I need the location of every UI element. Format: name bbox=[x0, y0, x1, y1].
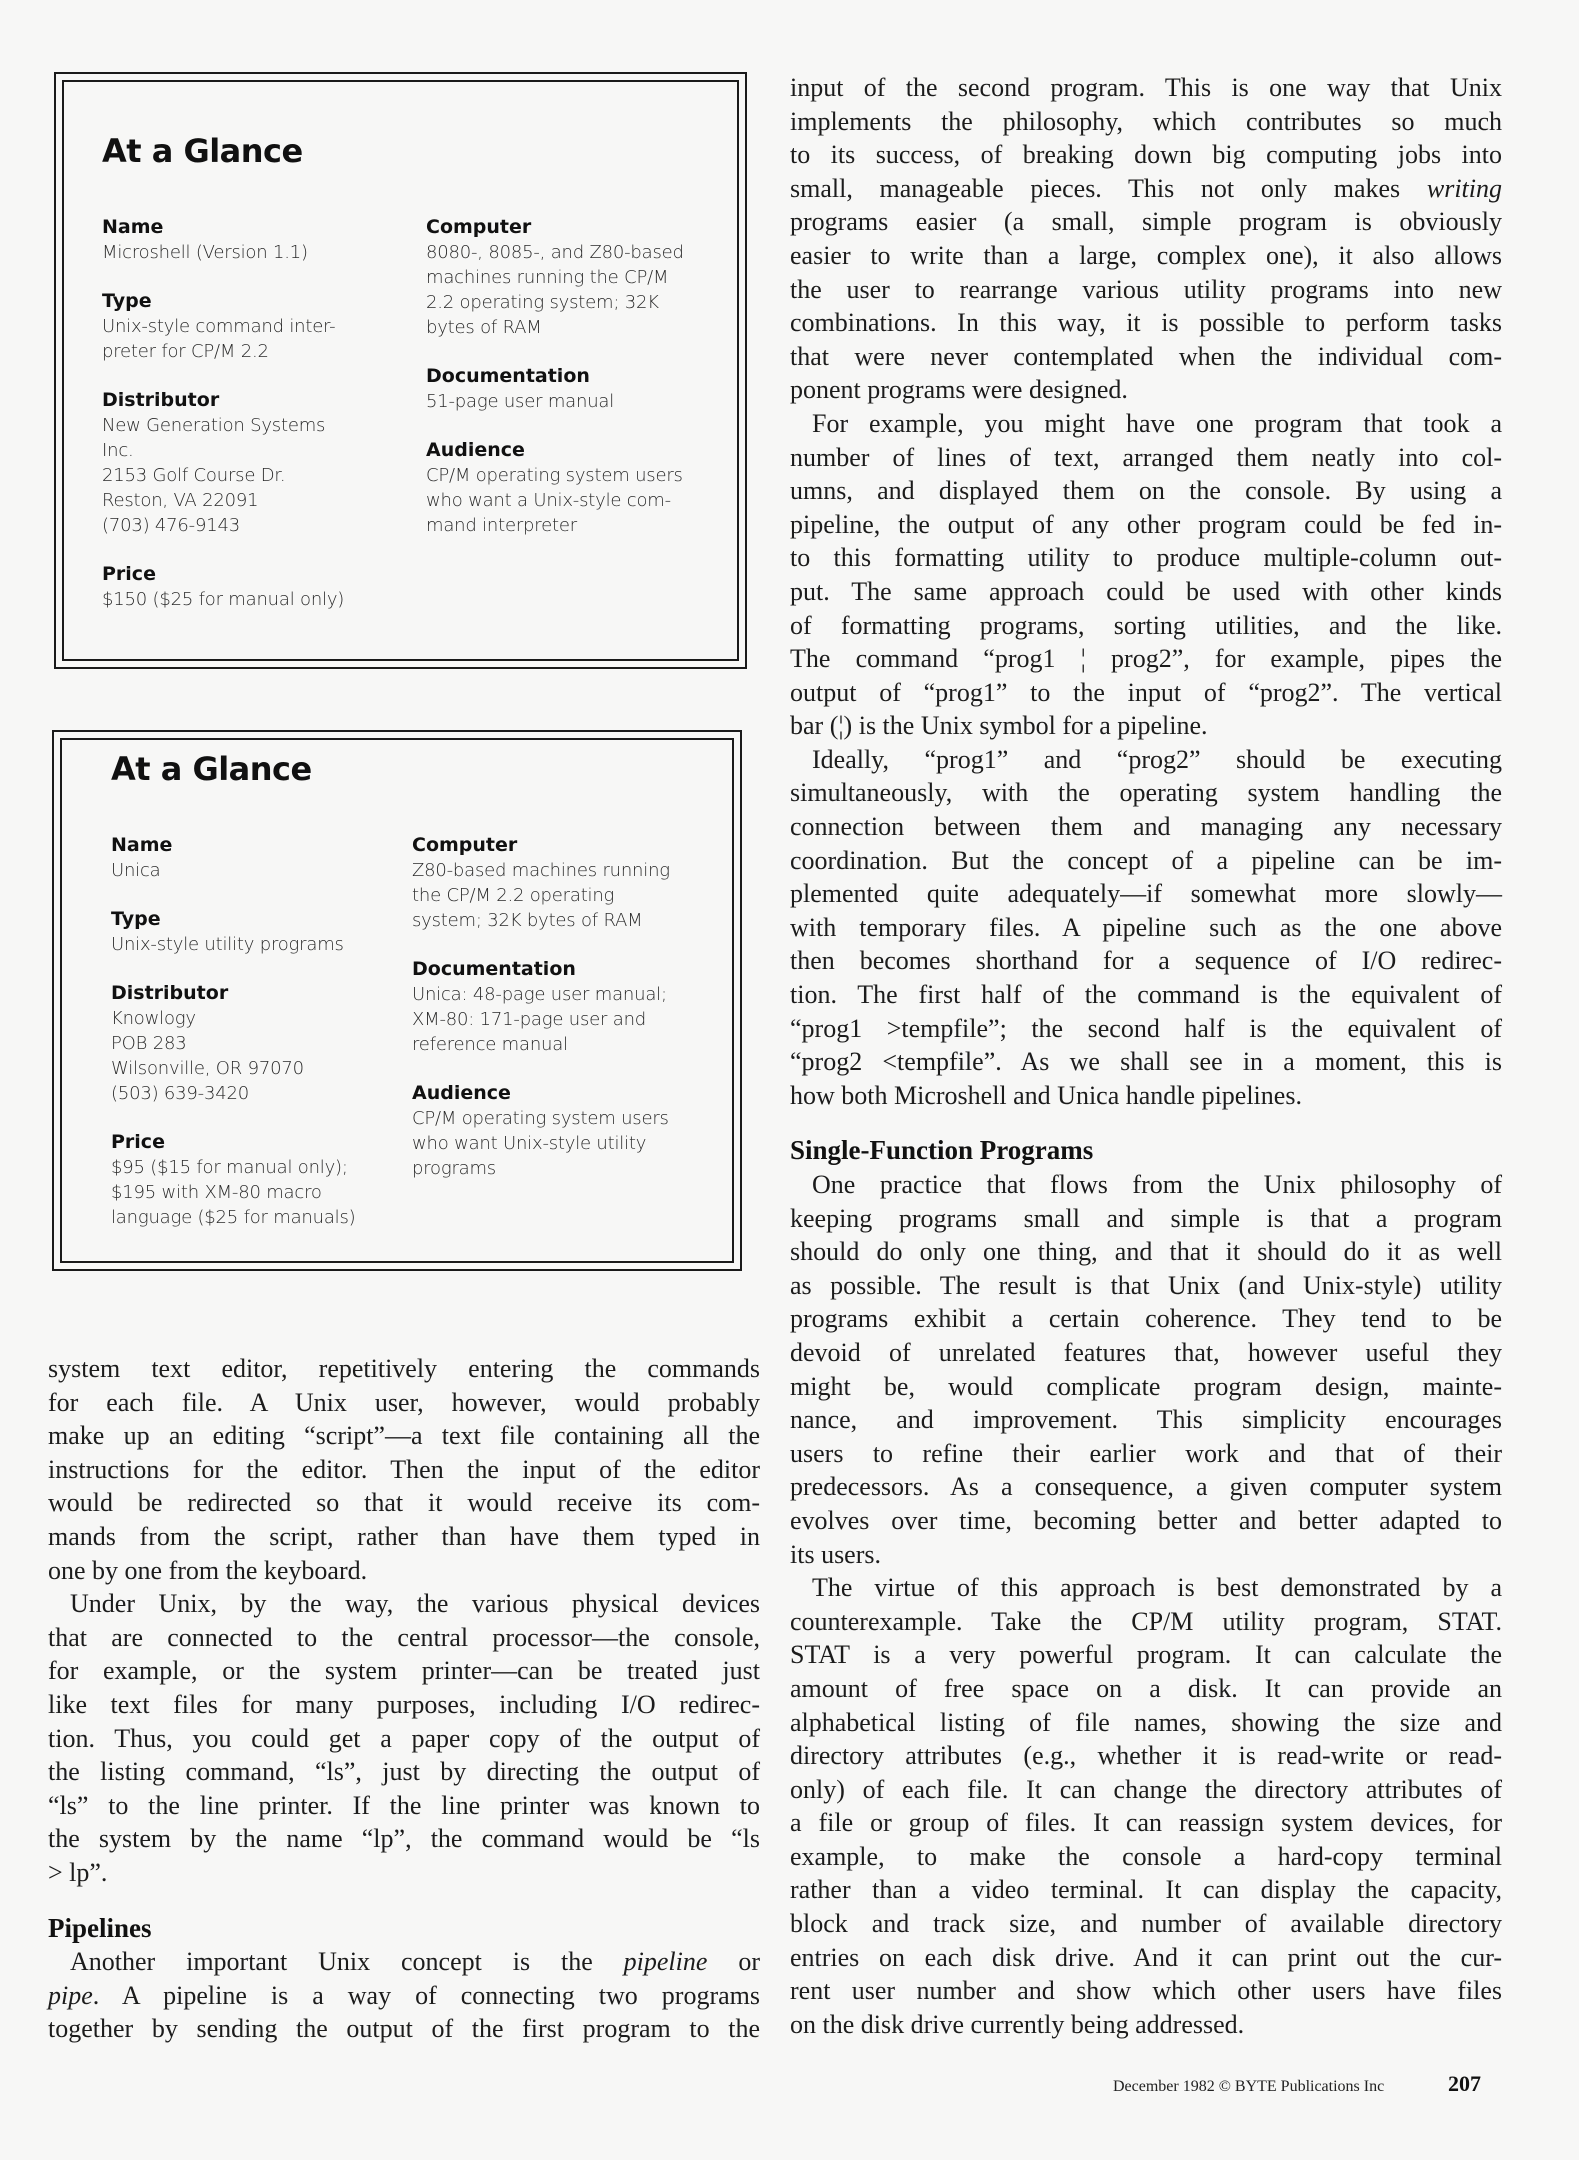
field-computer: Computer Z80-based machines running the CP/M 2.2 operating system; 32K bytes of RAM bbox=[412, 834, 670, 931]
field-type: Type Unix-style command inter- preter for CP/M 2.2 bbox=[102, 290, 336, 362]
field-audience: Audience CP/M operating system users who want Unix-style utility programs bbox=[412, 1082, 669, 1179]
field-documentation: Documentation 51-page user manual bbox=[426, 365, 615, 412]
box-right-column bbox=[412, 833, 732, 1205]
box-left-column bbox=[111, 833, 431, 1254]
field-audience: Audience CP/M operating system users who want a Unix-style com- mand interpreter bbox=[426, 439, 683, 536]
box-title: At a Glance bbox=[102, 132, 303, 170]
field-price: Price $150 ($25 for manual only) bbox=[102, 563, 345, 610]
field-documentation: Documentation Unica: 48-page user manual; XM-80: 171-page user and reference manual bbox=[412, 958, 667, 1055]
field-price: Price $95 ($15 for manual only); $195 with XM-80 macro language ($25 for manuals) bbox=[111, 1131, 356, 1228]
at-a-glance-box-unica bbox=[52, 730, 742, 1271]
page-footer-credit: December 1982 © BYTE Publications Inc bbox=[1113, 2078, 1385, 2095]
field-computer: Computer 8080-, 8085-, and Z80-based machines running the CP/M 2.2 operating system; 32K bytes of RAM bbox=[426, 216, 684, 338]
field-type: Type Unix-style utility programs bbox=[111, 908, 344, 955]
box-title: At a Glance bbox=[111, 750, 312, 788]
paragraph: system text editor, repetitively entering the commands for each file. A Unix user, however, would probably make up an editing “script”—a text file containing all the instructions for the editor. Then the input of the editor would be redirected so that it would receive its com- mands from the script, rather than have them typed in one by one from the keyboard. bbox=[48, 1354, 760, 1585]
paragraph: For example, you might have one program that took a number of lines of text, arranged them neatly into col- umns, and displayed them on the console. By using a pipeline, the output of any other program could be fed in- to this formatting utility to produce multiple-column out- put. The same approach could be used with other kinds of formatting programs, sorting utilities, and the like. The command “prog1 ¦ prog2”, for example, pipes the output of “prog1” to the input of “prog2”. The vertical bar (¦) is the Unix symbol for a pipeline. bbox=[790, 408, 1502, 741]
right-body-column bbox=[790, 71, 1502, 2041]
section-heading-pipelines: Pipelines bbox=[48, 1912, 152, 1943]
box-right-column bbox=[426, 215, 746, 562]
paragraph: Ideally, “prog1” and “prog2” should be executing simultaneously, with the operating system handling the connection between them and managing any necessary coordination. But the concept of a pipeline can be im- plemented quite adequately—if somewhat more slowly— with temporary files. A pipeline such as the one above then becomes shorthand for a sequence of I/O redirec- tion. The first half of the command is the equivalent of “prog1 >tempfile”; the second half is the equivalent of “prog2 <tempfile”. As we shall see in a moment, this is how both Microshell and Unica handle pipelines. bbox=[790, 744, 1502, 1110]
paragraph: One practice that flows from the Unix philosophy of keeping programs small and simple is that a program should do only one thing, and that it should do it as well as possible. The result is that Unix (and Unix-style) utility programs exhibit a certain coherence. They tend to be devoid of unrelated features that, however useful they might be, would complicate program design, mainte- nance, and improvement. This simplicity encourages users to refine their earlier work and that of their predecessors. As a consequence, a given computer system evolves over time, becoming better and better adapted to its users. bbox=[790, 1170, 1502, 1569]
field-name: Name Microshell (Version 1.1) bbox=[102, 216, 308, 263]
at-a-glance-box-microshell bbox=[54, 72, 747, 669]
left-body-column bbox=[48, 1352, 760, 2046]
paragraph: Another important Unix concept is the pipeline or pipe. A pipeline is a way of connecting two programs together by sending the output of the first program to the bbox=[48, 1947, 760, 2044]
box-left-column bbox=[102, 215, 422, 636]
paragraph: The virtue of this approach is best demonstrated by a counterexample. Take the CP/M utility program, STAT. STAT is a very powerful program. It can calculate the amount of free space on a disk. It can provide an alphabetical listing of file names, showing the size and directory attributes (e.g., whether it is read-write or read- only) of each file. It can change the directory attributes of a file or group of files. It can reassign system devices, for example, to make the console a hard-copy terminal rather than a video terminal. It can display the capacity, block and track size, and number of available directory entries on each disk drive. And it can print out the cur- rent user number and show which other users have files on the disk drive currently being addressed. bbox=[790, 1573, 1502, 2039]
field-distributor: Distributor New Generation Systems Inc. 2153 Golf Course Dr. Reston, VA 22091 (703) 476-9143 bbox=[102, 389, 326, 536]
field-name: Name Unica bbox=[111, 834, 173, 881]
field-distributor: Distributor Knowlogy POB 283 Wilsonville, OR 97070 (503) 639-3420 bbox=[111, 982, 304, 1104]
page-number: 207 bbox=[1448, 2071, 1481, 2096]
paragraph: input of the second program. This is one way that Unix implements the philosophy, which contributes so much to its success, of breaking down big computing jobs into small, manageable pieces. This not only makes writing programs easier (a small, simple program is obviously easier to write than a large, complex one), it also allows the user to rearrange various utility programs into new combinations. In this way, it is possible to perform tasks that were never contemplated when the individual com- ponent programs were designed. bbox=[790, 73, 1502, 405]
paragraph: Under Unix, by the way, the various physical devices that are connected to the central processor—the console, for example, or the system printer—can be treated just like text files for many purposes, including I/O redirec- tion. Thus, you could get a paper copy of the output of the listing command, “ls”, just by directing the output of “ls” to the line printer. If the line printer was known to the system by the name “lp”, the command would be “ls > lp”. bbox=[48, 1589, 760, 1887]
section-heading-single-function-programs: Single-Function Programs bbox=[790, 1135, 1094, 1166]
